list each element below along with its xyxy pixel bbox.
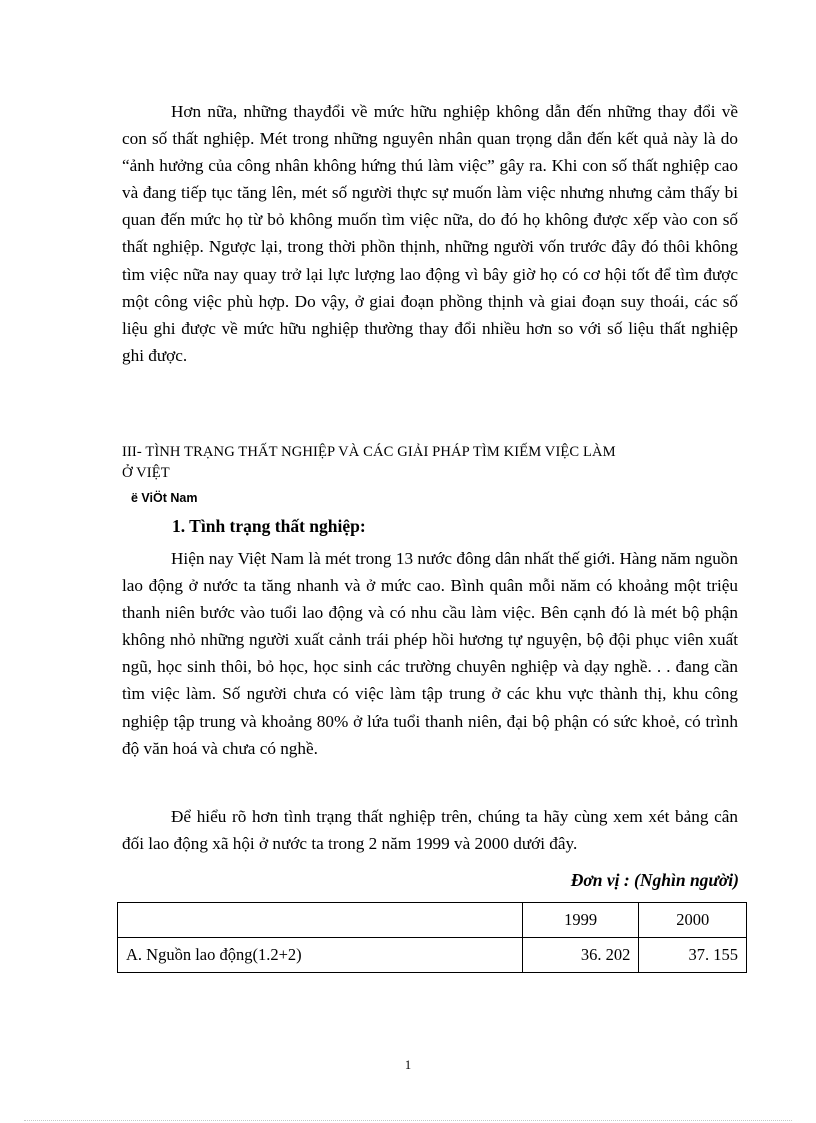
table-row (118, 938, 747, 973)
intro-paragraph: Hơn nữa, những thayđổi về mức hữu nghiệp không dẫn đến những thay đổi về con số thất nghiệp. Mét trong những nguyên nhân quan trọng dẫn đến kết quả này là do “ảnh hưởng của công nhân không hứng thú làm việc” gây ra. Khi con số thất nghiệp cao và đang tiếp tục tăng lên, mét số người thực sự muốn làm việc nhưng nhưng cảm thấy bi quan đến mức họ từ bỏ không muốn tìm việc nữa, do đó họ không được xếp vào con số thất nghiệp. Ngược lại, trong thời phồn thịnh, những người vốn trước đây đó thôi không tìm việc nữa nay quay trở lại lực lượng lao động vì bây giờ họ có cơ hội tốt để tìm được một công việc phù hợp. Do vậy, ở giai đoạn phồng thịnh và giai đoạn suy thoái, các số liệu ghi được về mức hữu nghiệp thường thay đổi nhiều hơn so với số liệu thất nghiệp ghi được. (122, 102, 738, 365)
heading-encoding-artifact: ë ViÖt Nam (131, 491, 198, 505)
table-header-row (118, 903, 747, 938)
table-cell-2000: 37. 155 (639, 938, 747, 973)
table-header-1999: 1999 (522, 903, 639, 938)
page-number: 1 (404, 1058, 412, 1072)
subsection-title: 1. Tình trạng thất nghiệp: (172, 516, 366, 536)
table-cell-1999: 36. 202 (522, 938, 639, 973)
section-heading-line-2: Ở VIỆT (122, 465, 170, 481)
table-header-blank (118, 903, 523, 938)
unemployment-paragraph: Hiện nay Việt Nam là mét trong 13 nước đông dân nhất thế giới. Hàng năm nguồn lao động ở nước ta tăng nhanh và ở mức cao. Bình quân mỗi năm có khoảng một triệu thanh niên bước vào tuổi lao động và có nhu cầu làm việc. Bên cạnh đó là mét bộ phận không nhỏ những người xuất cảnh trái phép hồi hương tự nguyện, bộ đội phục viên xuất ngũ, học sinh thôi, bỏ học, học sinh các trường chuyên nghiệp và dạy nghề. . . đang cần tìm việc làm. Số người chưa có việc làm tập trung ở các khu vực thành thị, khu công nghiệp tập trung và khoảng 80% ở lứa tuổi thanh niên, đại bộ phận có sức khoẻ, có trình độ văn hoá và chưa có nghề. (122, 549, 738, 758)
labor-balance-table (117, 902, 747, 973)
page-bottom-divider (24, 1120, 792, 1121)
table-intro-paragraph: Để hiểu rõ hơn tình trạng thất nghiệp trên, chúng ta hãy cùng xem xét bảng cân đối lao động xã hội ở nước ta trong 2 năm 1999 và 2000 dưới đây. (122, 807, 738, 854)
table-header-2000: 2000 (639, 903, 747, 938)
section-heading-line-1: III- TÌNH TRẠNG THẤT NGHIỆP VÀ CÁC GIẢI PHÁP TÌM KIẾM VIỆC LÀM (122, 444, 616, 460)
table-row-label: A. Nguồn lao động(1.2+2) (118, 938, 523, 973)
unit-label: Đơn vị : (Nghìn người) (570, 870, 739, 890)
